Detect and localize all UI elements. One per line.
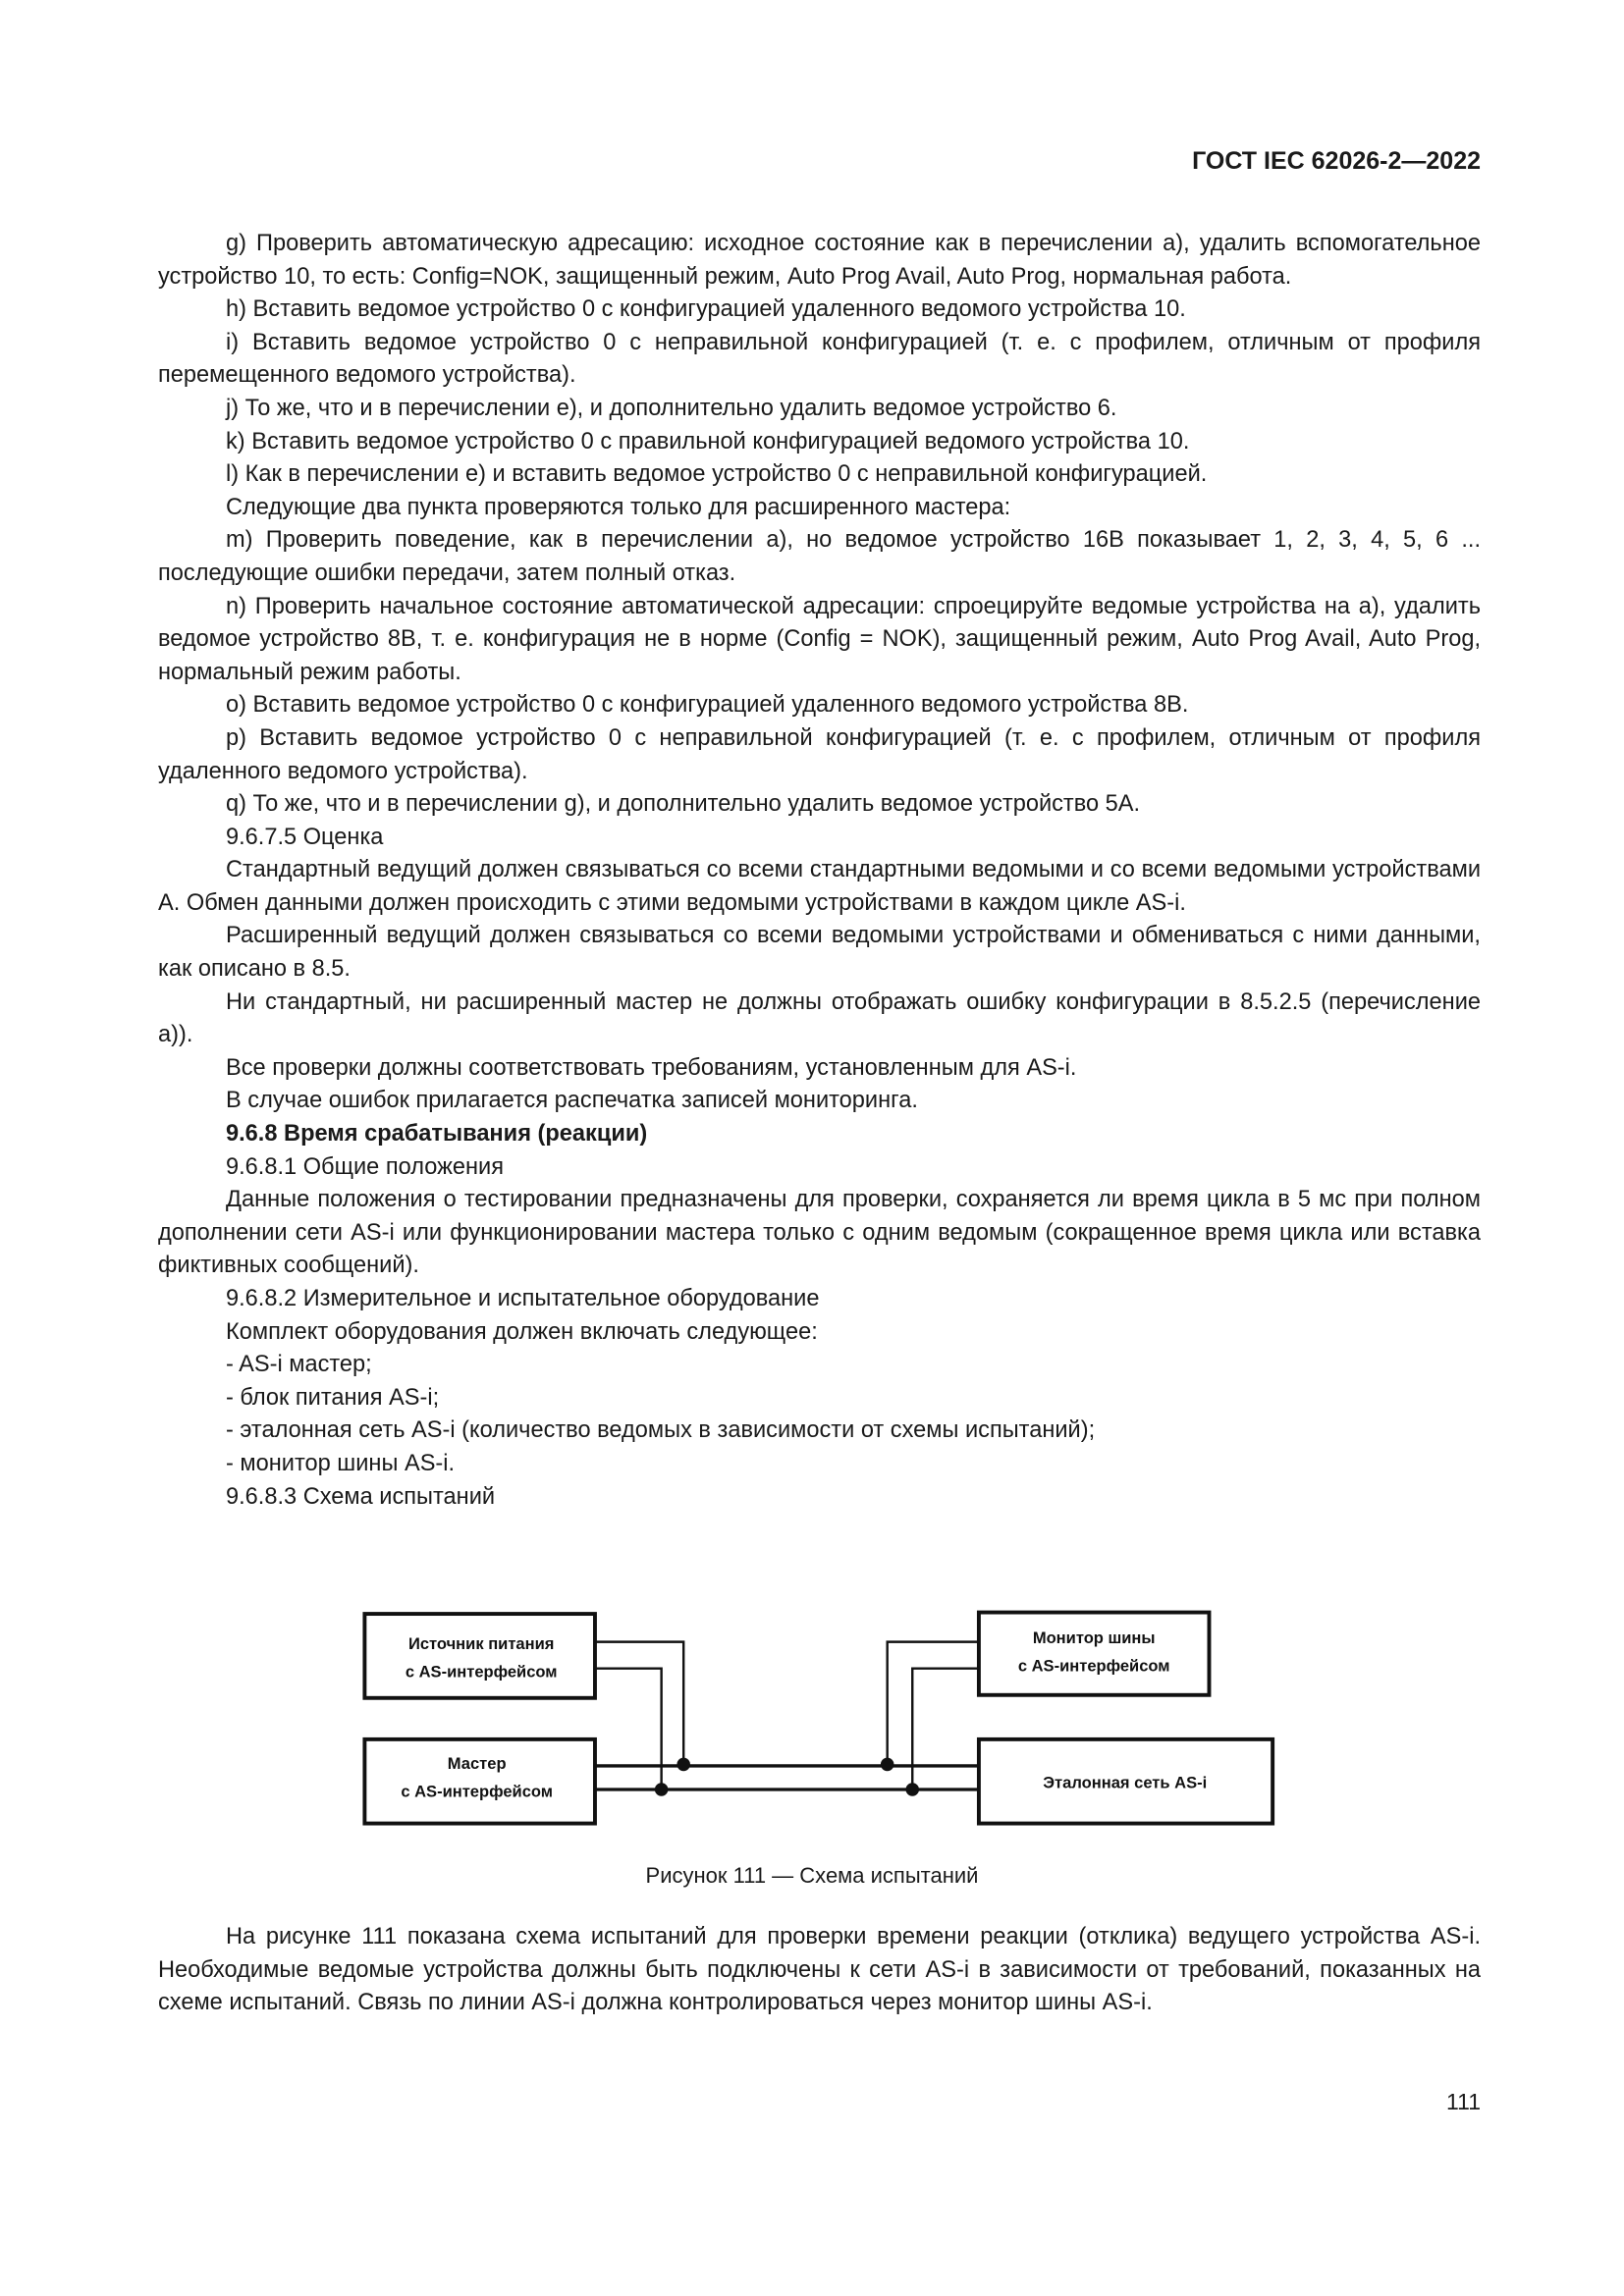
paragraph: h) Вставить ведомое устройство 0 с конфигурацией удаленного ведомого устройства 10.: [226, 296, 1186, 323]
paragraph: i) Вставить ведомое устройство 0 с неправильной конфигурацией (т. е. с профилем, отличным от профиля перемещенного ведомого устройства).: [158, 329, 1481, 389]
monitor-label: Монитор шины: [1032, 1629, 1156, 1648]
section-heading: 9.6.8.3 Схема испытаний: [226, 1483, 496, 1510]
master-label: с AS-интерфейсом: [401, 1782, 554, 1801]
paragraph: Ни стандартный, ни расширенный мастер не должны отображать ошибку конфигурации в 8.5.2.5 (перечисление а)).: [158, 988, 1481, 1048]
wires: [595, 1642, 979, 1796]
paragraph: Стандартный ведущий должен связываться со всеми стандартными ведомыми и со всеми ведомыми устройствами А. Обмен данными должен происходить с этими ведомыми устройствами в каждом цикле AS-i.: [158, 857, 1481, 916]
test-circuit-diagram: [0, 1590, 1624, 1826]
network-label: Эталонная сеть AS-i: [1043, 1773, 1208, 1792]
junction-dot: [677, 1758, 690, 1772]
master-box: [364, 1739, 595, 1824]
paragraph: g) Проверить автоматическую адресацию: исходное состояние как в перечислении а), удалить вспомогательное устройство 10, то есть: Config=NOK, защищенный режим, Auto Prog Avail, Auto Prog, нормальная работа.: [158, 231, 1481, 290]
body-text: [158, 228, 1481, 1514]
paragraph: Все проверки должны соответствовать требованиям, установленным для AS-i.: [226, 1054, 1077, 1081]
document-header: ГОСТ IEC 62026-2—2022: [1192, 147, 1481, 175]
paragraph: p) Вставить ведомое устройство 0 с неправильной конфигурацией (т. е. с профилем, отличным от профиля удаленного ведомого устройства).: [158, 724, 1481, 784]
figure-caption: Рисунок 111 — Схема испытаний: [645, 1863, 979, 1888]
section-heading: 9.6.8 Время срабатывания (реакции): [226, 1121, 648, 1148]
paragraph: q) То же, что и в перечислении g), и дополнительно удалить ведомое устройство 5А.: [226, 791, 1141, 818]
junction-dot: [905, 1783, 919, 1796]
list-item: - монитор шины AS-i.: [226, 1450, 456, 1476]
paragraph: n) Проверить начальное состояние автоматической адресации: спроецируйте ведомые устройства на а), удалить ведомое устройство 8В, т. е. конфигурация не в норме (Config = NOK), защищенный режим, Auto Prog Avail, Auto Prog, нормальный режим работы.: [158, 593, 1481, 685]
power-supply-box: [364, 1614, 595, 1698]
monitor-box: [979, 1613, 1210, 1695]
list-item: - AS-i мастер;: [226, 1352, 372, 1378]
section-heading: 9.6.7.5 Оценка: [226, 824, 384, 850]
paragraph: На рисунке 111 показана схема испытаний для проверки времени реакции (отклика) ведущего устройства AS-i. Необходимые ведомые устройства должны быть подключены к сети AS-i в зависимости от требований, показанных на схеме испытаний. Связь по линии AS-i должна контролироваться через монитор шины AS-i.: [158, 1924, 1481, 2016]
paragraph: Комплект оборудования должен включать следующее:: [226, 1318, 818, 1345]
master-label: Мастер: [447, 1753, 507, 1773]
body-text: [158, 1921, 1481, 2020]
paragraph: Расширенный ведущий должен связываться со всеми ведомыми устройствами и обмениваться с ними данными, как описано в 8.5.: [158, 923, 1481, 983]
junction-dot: [655, 1783, 669, 1796]
list-item: - блок питания AS-i;: [226, 1384, 440, 1411]
paragraph: j) То же, что и в перечислении е), и дополнительно удалить ведомое устройство 6.: [226, 395, 1117, 421]
power-supply-label: Источник питания: [407, 1634, 555, 1654]
section-heading: 9.6.8.2 Измерительное и испытательное оборудование: [226, 1286, 820, 1311]
paragraph: o) Вставить ведомое устройство 0 с конфигурацией удаленного ведомого устройства 8В.: [226, 692, 1189, 719]
paragraph: Данные положения о тестировании предназначены для проверки, сохраняется ли время цикла в 5 мс при полном дополнении сети AS-i или функционировании мастера только с одним ведомым (сокращенное время цикла или вставка фиктивных сообщений).: [158, 1187, 1481, 1279]
paragraph: k) Вставить ведомое устройство 0 с правильной конфигурацией ведомого устройства 10.: [226, 428, 1190, 454]
paragraph: В случае ошибок прилагается распечатка записей мониторинга.: [226, 1088, 918, 1114]
junction-dot: [881, 1758, 894, 1772]
paragraph: Следующие два пункта проверяются только для расширенного мастера:: [226, 494, 1011, 520]
paragraph: l) Как в перечислении е) и вставить ведомое устройство 0 с неправильной конфигурацией.: [226, 461, 1208, 488]
section-heading: 9.6.8.1 Общие положения: [226, 1153, 504, 1180]
page-number: 111: [1446, 2089, 1481, 2114]
reference-network-box: [979, 1739, 1272, 1824]
paragraph: m) Проверить поведение, как в перечислении а), но ведомое устройство 16В показывает 1, 2, 3, 4, 5, 6 ... последующие ошибки передачи, затем полный отказ.: [158, 527, 1481, 586]
monitor-label: с AS-интерфейсом: [1017, 1656, 1170, 1676]
power-supply-label: с AS-интерфейсом: [405, 1662, 558, 1682]
list-item: - эталонная сеть AS-i (количество ведомых в зависимости от схемы испытаний);: [226, 1417, 1096, 1444]
